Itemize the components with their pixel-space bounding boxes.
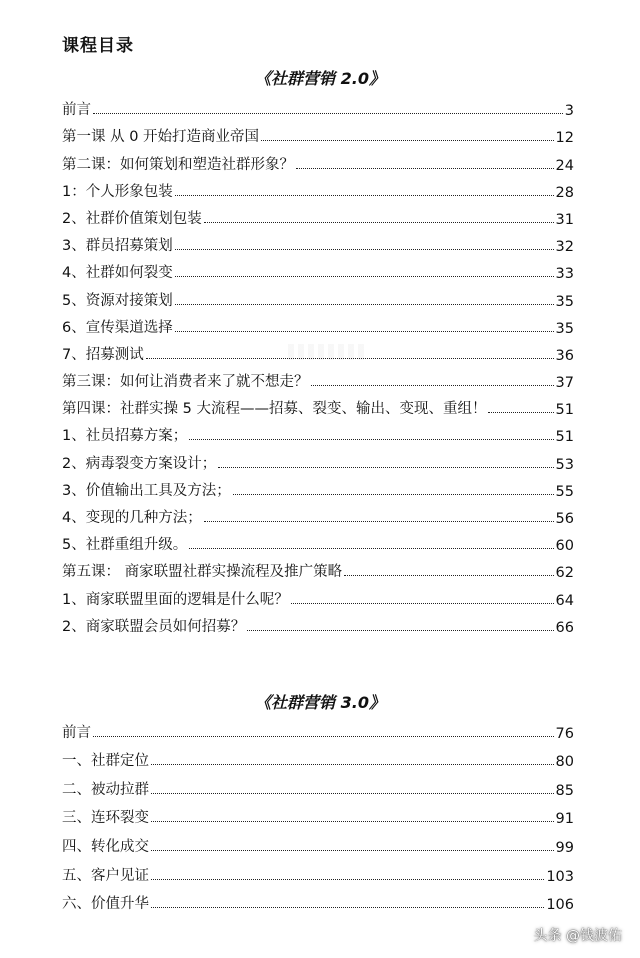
toc-entry-title: 7、招募测试	[62, 346, 144, 363]
toc-entry-title: 第三课：如何让消费者来了就不想走？	[62, 374, 309, 391]
book-title-2-0: 《社群营销 2.0》	[255, 69, 385, 88]
toc-entry-title: 一、社群定位	[62, 753, 149, 770]
watermark-signature: 头条 @钱波佑	[533, 928, 622, 944]
toc-entry-title: 第五课： 商家联盟社群实操流程及推广策略	[62, 564, 343, 581]
page-title: 课程目录	[62, 36, 134, 56]
toc-entry-page: 51	[555, 429, 574, 446]
toc-entry-title: 3、群员招募策划	[62, 238, 173, 255]
toc-entry-title: 二、被动拉群	[62, 781, 149, 798]
toc-dot-leader	[175, 249, 554, 250]
toc-entry	[62, 174, 574, 201]
toc-entry	[62, 92, 574, 119]
toc-entry-title: 1、商家联盟里面的逻辑是什么呢？	[62, 591, 289, 608]
toc-entry-page: 3	[564, 103, 574, 120]
toc-entry-title: 3、价值输出工具及方法；	[62, 482, 231, 499]
toc-entry-title: 5、资源对接策划	[62, 292, 173, 309]
toc-entry-page: 99	[555, 839, 574, 856]
toc-dot-leader	[296, 168, 554, 169]
toc-entry-title: 2、商家联盟会员如何招募？	[62, 618, 246, 635]
toc-entry	[62, 742, 574, 771]
toc-entry	[62, 282, 574, 309]
toc-entry-title: 六、价值升华	[62, 896, 149, 913]
toc-entry-title: 三、连环裂变	[62, 810, 149, 827]
toc-entry	[62, 364, 574, 391]
toc-dot-leader	[189, 439, 553, 440]
toc-entry-title: 5、社群重组升级。	[62, 537, 188, 554]
toc-dot-leader	[233, 494, 554, 495]
toc-entry	[62, 581, 574, 608]
toc-entry-page: 32	[555, 239, 574, 256]
toc-entry-title: 第一课 从 0 开始打造商业帝国	[62, 129, 260, 146]
toc-dot-leader	[151, 793, 554, 794]
toc-entry-page: 53	[555, 456, 574, 473]
toc-entry-title: 4、变现的几种方法；	[62, 510, 202, 526]
toc-entry-title: 第四课：社群实操 5 大流程——招募、裂变、输出、变现、重组！	[62, 401, 487, 418]
toc-dot-leader	[261, 140, 553, 141]
toc-dot-leader	[151, 850, 554, 851]
toc-dot-leader	[291, 603, 554, 604]
toc-entry-page: 85	[555, 782, 574, 799]
toc-entry	[62, 445, 574, 472]
toc-dot-leader	[151, 821, 554, 822]
toc-entry-page: 91	[555, 811, 574, 828]
book-title-3-0: 《社群营销 3.0》	[255, 693, 385, 712]
toc-dot-leader	[247, 630, 553, 631]
toc-entry	[62, 473, 574, 500]
toc-entry-page: 56	[555, 511, 574, 527]
toc-entry	[62, 119, 574, 146]
toc-dot-leader	[488, 412, 553, 413]
toc-entry-page: 60	[555, 538, 574, 555]
toc-entry	[62, 885, 574, 914]
toc-entry-page: 33	[555, 266, 574, 283]
toc-entry-title: 6、宣传渠道选择	[62, 319, 173, 336]
toc-entry-title: 4、社群如何裂变	[62, 265, 173, 282]
toc-entry-page: 37	[555, 375, 574, 392]
toc-entry	[62, 799, 574, 828]
toc-entry-page: 35	[555, 293, 574, 310]
toc-entry	[62, 500, 574, 527]
toc-entry-title: 1：个人形象包装	[62, 183, 173, 200]
toc-entry	[62, 527, 574, 554]
toc-entry	[62, 713, 574, 742]
toc-dot-leader	[175, 304, 554, 305]
faint-watermark	[288, 344, 368, 360]
toc-entry-title: 前言	[62, 724, 91, 741]
toc-dot-leader	[311, 385, 554, 386]
toc-entry-title: 五、客户见证	[62, 867, 149, 884]
toc-entry-title: 四、转化成交	[62, 838, 149, 855]
toc-entry	[62, 228, 574, 255]
toc-entry-page: 31	[555, 211, 574, 228]
toc-entry-page: 66	[555, 619, 574, 636]
toc-entry-title: 2、社群价值策划包装	[62, 210, 202, 227]
toc-entry-page: 76	[555, 725, 574, 742]
toc-dot-leader	[204, 222, 554, 223]
toc-dot-leader	[218, 467, 553, 468]
toc-entry	[62, 770, 574, 799]
toc-entry	[62, 856, 574, 885]
toc-entry-page: 62	[555, 565, 574, 582]
toc-entry-page: 12	[555, 130, 574, 147]
toc-entry-page: 64	[555, 592, 574, 609]
toc-entry-title: 第二课：如何策划和塑造社群形象？	[62, 156, 294, 173]
toc-dot-leader	[189, 548, 553, 549]
toc-entry	[62, 391, 574, 418]
toc-entry-page: 36	[555, 347, 574, 364]
toc-entry-title: 前言	[62, 102, 91, 119]
toc-entry	[62, 554, 574, 581]
toc-entry-title: 1、社员招募方案；	[62, 428, 188, 445]
toc-entry-page: 106	[546, 897, 574, 914]
toc-dot-leader	[151, 764, 554, 765]
toc-entry	[62, 201, 574, 228]
toc-entry-page: 80	[555, 754, 574, 771]
toc-entry-page: 35	[555, 320, 574, 337]
toc-entry-title: 2、病毒裂变方案设计；	[62, 455, 217, 472]
toc-dot-leader	[175, 195, 554, 196]
toc-list-3-0	[62, 713, 574, 913]
toc-entry	[62, 310, 574, 337]
toc-entry	[62, 418, 574, 445]
toc-entry-page: 24	[555, 157, 574, 174]
toc-dot-leader	[93, 736, 554, 737]
toc-dot-leader	[175, 276, 554, 277]
toc-dot-leader	[151, 879, 544, 880]
toc-dot-leader	[175, 331, 554, 332]
toc-entry-page: 103	[546, 868, 574, 885]
toc-list-2-0	[62, 92, 574, 636]
toc-entry	[62, 255, 574, 282]
toc-dot-leader	[204, 521, 554, 522]
toc-dot-leader	[93, 113, 563, 114]
toc-entry-page: 28	[555, 184, 574, 201]
toc-entry-page: 55	[555, 483, 574, 500]
toc-dot-leader	[151, 907, 544, 908]
toc-entry	[62, 609, 574, 636]
toc-entry-page: 51	[555, 402, 574, 419]
toc-entry	[62, 827, 574, 856]
toc-dot-leader	[344, 575, 553, 576]
toc-entry	[62, 146, 574, 173]
